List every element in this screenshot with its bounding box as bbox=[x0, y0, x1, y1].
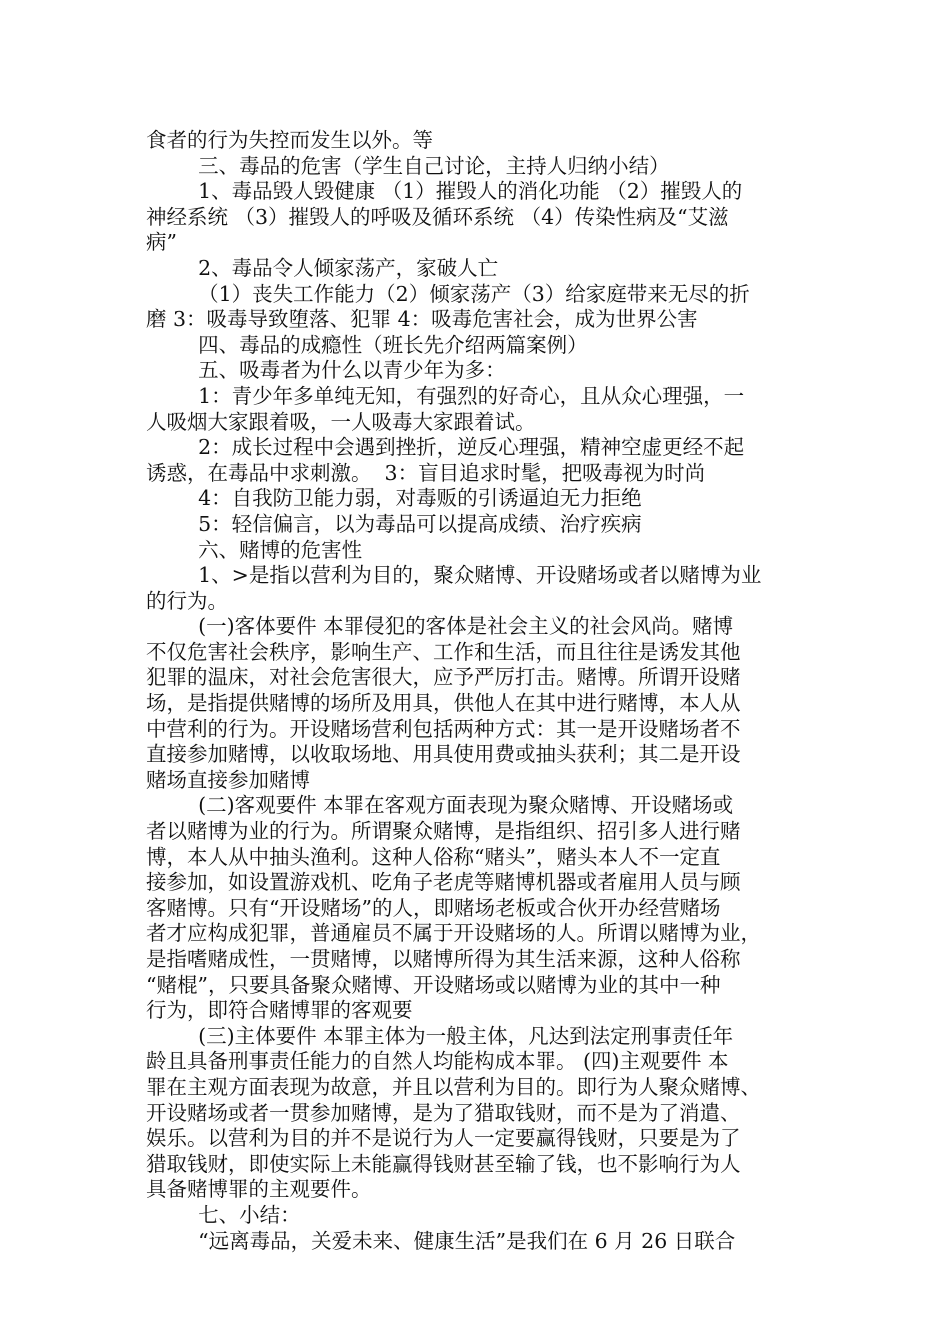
text-line: 赌场直接参加赌博 bbox=[146, 767, 310, 792]
text-line: 5：轻信偏言，以为毒品可以提高成绩、治疗疾病 bbox=[146, 511, 642, 536]
text-line: 2、毒品令人倾家荡产，家破人亡 bbox=[146, 255, 499, 280]
text-line: 五、吸毒者为什么以青少年为多： bbox=[146, 358, 506, 383]
text-line: 食者的行为失控而发生以外。等 bbox=[146, 128, 433, 152]
text-line: （1）丧失工作能力（2）倾家荡产（3）给家庭带来无尽的折 bbox=[146, 281, 750, 306]
text-line: 猎取钱财，即使实际上未能赢得钱财甚至输了钱，也不影响行为人 bbox=[146, 1151, 741, 1176]
text-line: 人吸烟大家跟着吸，一人吸毒大家跟着试。 bbox=[146, 409, 536, 434]
text-line: 六、赌博的危害性 bbox=[146, 537, 363, 562]
text-line: 客赌博。只有“开设赌场”的人，即赌场老板或合伙开办经营赌场 bbox=[146, 895, 721, 920]
text-line: 四、毒品的成瘾性（班长先介绍两篇案例） bbox=[146, 332, 588, 357]
text-line: 场，是指提供赌博的场所及用具，供他人在其中进行赌博，本人从 bbox=[146, 691, 741, 716]
text-line: 1、>是指以营利为目的，聚众赌博、开设赌场或者以赌博为业 bbox=[146, 563, 762, 588]
text-line: 不仅危害社会秩序，影响生产、工作和生活，而且往往是诱发其他 bbox=[146, 639, 741, 664]
text-line: 神经系统 （3）摧毁人的呼吸及循环系统 （4）传染性病及“艾滋 bbox=[146, 204, 729, 229]
text-line: 1：青少年多单纯无知，有强烈的好奇心，且从众心理强，一 bbox=[146, 383, 745, 408]
text-line: 具备赌博罪的主观要件。 bbox=[146, 1177, 372, 1202]
text-line: 行为，即符合赌博罪的客观要 bbox=[146, 998, 413, 1023]
text-line: 是指嗜赌成性，一贯赌博，以赌博所得为其生活来源，这种人俗称 bbox=[146, 947, 741, 971]
text-line: 开设赌场或者一贯参加赌博，是为了猎取钱财，而不是为了消遣、 bbox=[146, 1100, 741, 1125]
text-line: 中营利的行为。开设赌场营利包括两种方式：其一是开设赌场者不 bbox=[146, 716, 741, 741]
text-line: 者才应构成犯罪，普通雇员不属于开设赌场的人。所谓以赌博为业， bbox=[146, 921, 761, 946]
text-line: (二)客观要件 本罪在客观方面表现为聚众赌博、开设赌场或 bbox=[146, 793, 734, 818]
text-line: 者以赌博为业的行为。所谓聚众赌博，是指组织、招引多人进行赌 bbox=[146, 819, 741, 844]
text-line: 1、毒品毁人毁健康 （1）摧毁人的消化功能 （2）摧毁人的 bbox=[146, 179, 743, 204]
text-line: 娱乐。以营利为目的并不是说行为人一定要赢得钱财，只要是为了 bbox=[146, 1126, 741, 1151]
text-line: 三、毒品的危害（学生自己讨论，主持人归纳小结） bbox=[146, 153, 670, 178]
text-line: 病” bbox=[146, 230, 177, 255]
text-line: 4：自我防卫能力弱，对毒贩的引诱逼迫无力拒绝 bbox=[146, 486, 642, 511]
text-line: “赌棍”，只要具备聚众赌博、开设赌场或以赌博为业的其中一种 bbox=[146, 972, 721, 997]
text-line: 诱惑，在毒品中求刺激。 3：盲目追求时髦，把吸毒视为时尚 bbox=[146, 460, 706, 485]
text-line: 接参加，如设置游戏机、吃角子老虎等赌博机器或者雇用人员与顾 bbox=[146, 870, 741, 895]
text-line: 的行为。 bbox=[146, 588, 228, 613]
text-line: (三)主体要件 本罪主体为一般主体，凡达到法定刑事责任年 bbox=[146, 1023, 734, 1048]
text-line: 犯罪的温床，对社会危害很大，应予严厉打击。赌博。所谓开设赌 bbox=[146, 665, 741, 690]
text-line: 直接参加赌博，以收取场地、用具使用费或抽头获利；其二是开设 bbox=[146, 742, 741, 767]
text-line: 罪在主观方面表现为故意，并且以营利为目的。即行为人聚众赌博、 bbox=[146, 1074, 761, 1099]
text-line: 2：成长过程中会遇到挫折，逆反心理强，精神空虚更经不起 bbox=[146, 435, 745, 460]
text-line: (一)客体要件 本罪侵犯的客体是社会主义的社会风尚。赌博 bbox=[146, 614, 734, 639]
text-line: “远离毒品，关爱未来、健康生活”是我们在 6 月 26 日联合 bbox=[146, 1228, 736, 1253]
text-line: 磨 3：吸毒导致堕落、犯罪 4：吸毒危害社会，成为世界公害 bbox=[146, 307, 698, 332]
text-line: 博，本人从中抽头渔利。这种人俗称“赌头”，赌头本人不一定直 bbox=[146, 844, 721, 869]
text-line: 龄且具备刑事责任能力的自然人均能构成本罪。 (四)主观要件 本 bbox=[146, 1049, 729, 1074]
document-body bbox=[146, 128, 806, 1254]
text-line: 七、小结： bbox=[146, 1202, 301, 1227]
